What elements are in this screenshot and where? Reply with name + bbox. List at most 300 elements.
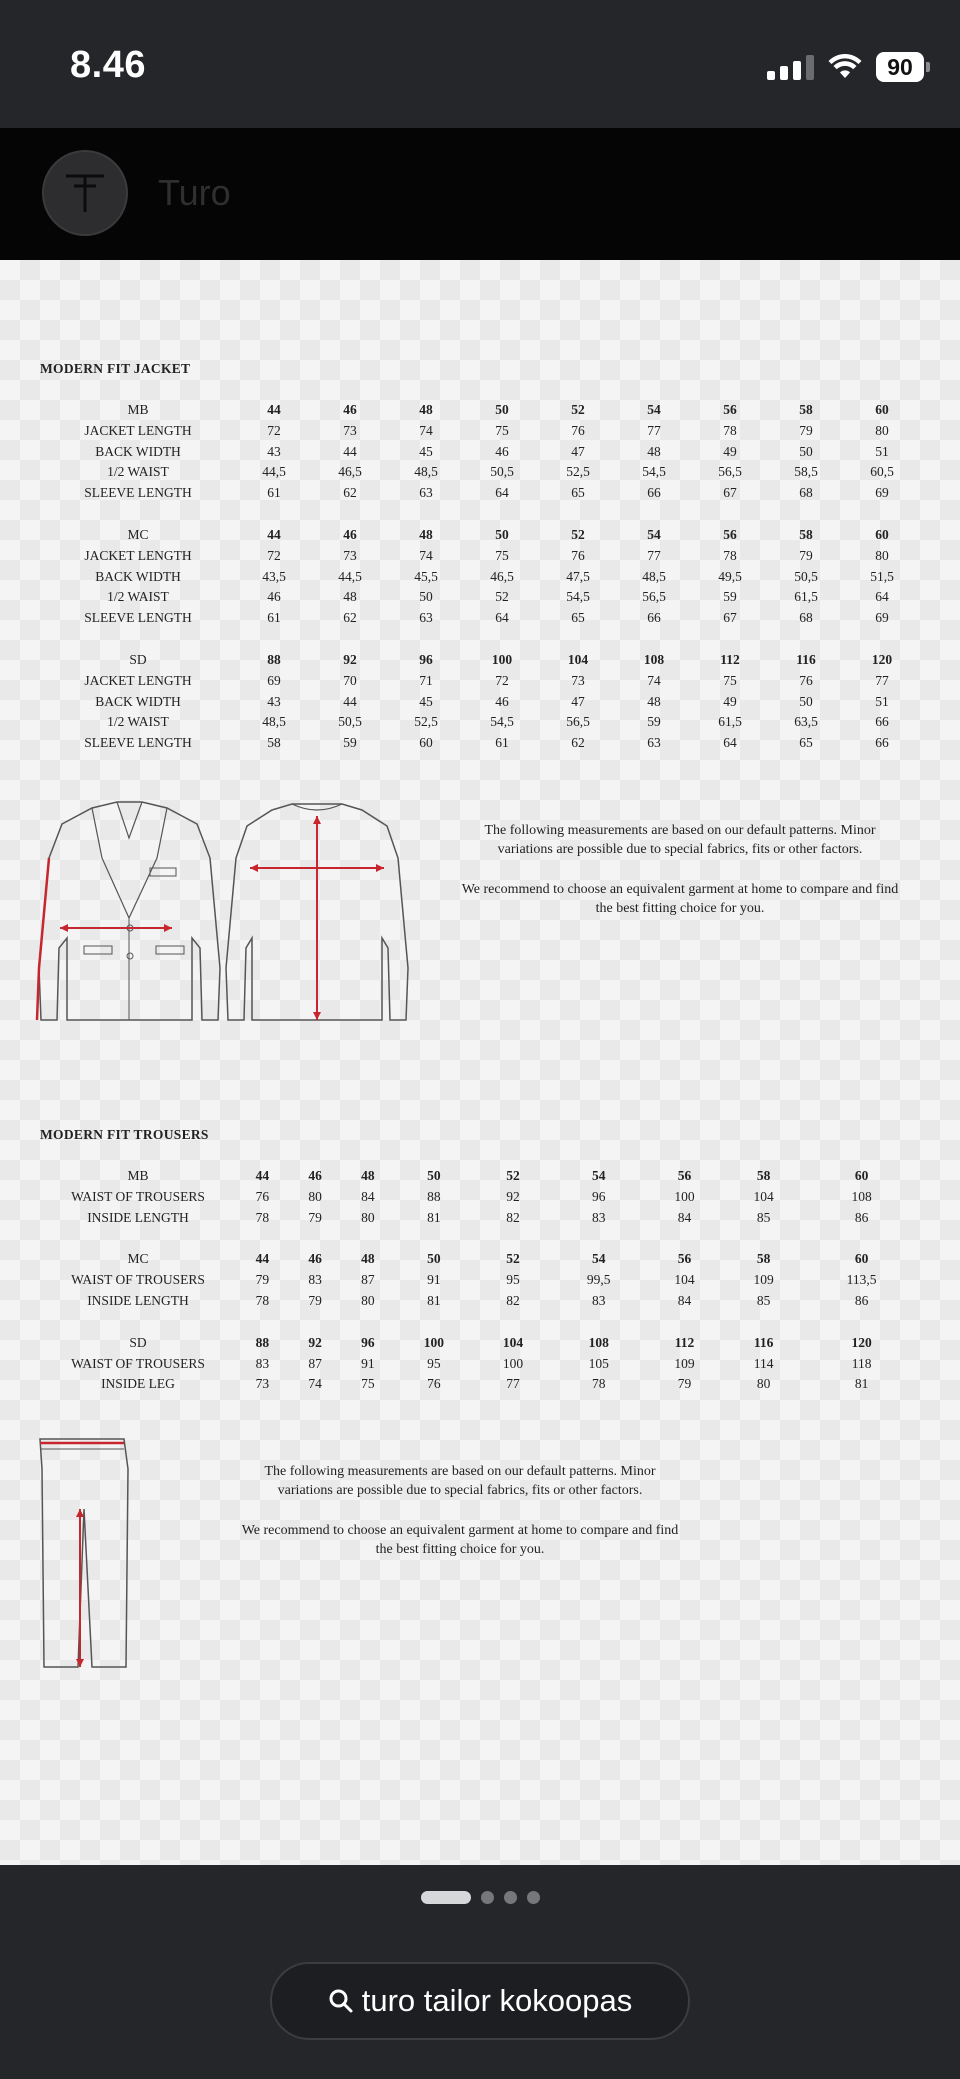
- group-spacer: [40, 629, 920, 650]
- measurement-value: 45: [419, 443, 433, 459]
- measurement-value: 48,5: [262, 714, 286, 730]
- page-dot-3[interactable]: [504, 1891, 517, 1904]
- size-cell: 52: [571, 526, 585, 542]
- measurement-value: 78: [723, 547, 737, 563]
- measurement-value: 84: [677, 1209, 692, 1225]
- measurement-value: 80: [361, 1209, 375, 1225]
- measurement-value: 73: [343, 547, 357, 563]
- size-cell: 50: [495, 402, 509, 417]
- measurement-label: INSIDE LENGTH: [87, 1209, 189, 1225]
- measurement-value: 73: [255, 1376, 270, 1392]
- trousers-note-1: The following measurements are based on our default patterns. Minor variations are possible due to special fabrics, fits or other factors.: [264, 1464, 656, 1498]
- measurement-value: 78: [255, 1292, 270, 1308]
- measurement-value: 51: [875, 443, 889, 459]
- size-cell: 50: [427, 1251, 441, 1267]
- measurement-value: 114: [753, 1355, 774, 1371]
- size-cell: 92: [343, 651, 357, 667]
- size-cell: 48: [419, 526, 433, 542]
- size-cell: 108: [588, 1334, 609, 1350]
- jacket-note-1: The following measurements are based on our default patterns. Minor variations are possible due to special fabrics, fits or other factors.: [484, 823, 876, 857]
- measurement-value: 54,5: [566, 589, 590, 605]
- measurement-value: 83: [308, 1272, 322, 1288]
- page-indicator[interactable]: [0, 1885, 960, 1909]
- jacket-front-illustration: [32, 798, 227, 1028]
- measurement-value: 48,5: [642, 568, 666, 584]
- measurement-value: 46: [495, 443, 509, 459]
- measurement-value: 58: [267, 735, 281, 751]
- jacket-size-table: [40, 400, 920, 754]
- measurement-value: 76: [799, 672, 813, 688]
- measurement-value: 67: [723, 485, 737, 501]
- measurement-value: 108: [851, 1188, 872, 1204]
- measurement-row: [40, 567, 920, 588]
- measurement-value: 45: [419, 693, 433, 709]
- measurement-value: 81: [854, 1376, 869, 1392]
- measurement-value: 59: [343, 735, 357, 751]
- measurement-value: 66: [647, 610, 661, 626]
- measurement-value: 61: [267, 485, 281, 501]
- size-cell: 116: [796, 651, 816, 667]
- measurement-value: 66: [875, 714, 889, 730]
- size-cell: 44: [255, 1168, 270, 1183]
- measurement-value: 109: [674, 1355, 695, 1371]
- measurement-value: 84: [361, 1188, 375, 1204]
- measurement-value: 50,5: [794, 568, 818, 584]
- measurement-value: 67: [723, 610, 737, 626]
- size-header-row: [40, 525, 920, 546]
- measurement-value: 82: [506, 1209, 520, 1225]
- size-cell: 58: [756, 1251, 771, 1267]
- measurement-value: 49: [723, 693, 737, 709]
- measurement-value: 79: [799, 547, 813, 563]
- search-icon: [328, 1988, 354, 2014]
- measurement-value: 46,5: [338, 464, 362, 480]
- measurement-value: 76: [427, 1376, 441, 1392]
- measurement-label: 1/2 WAIST: [107, 714, 169, 730]
- fit-label: SD: [129, 651, 147, 667]
- measurement-value: 87: [361, 1272, 375, 1288]
- search-query-button[interactable]: [270, 1962, 690, 2040]
- wifi-icon: [828, 54, 862, 80]
- measurement-value: 78: [255, 1209, 270, 1225]
- measurement-value: 64: [495, 485, 509, 501]
- app-logo[interactable]: [42, 150, 128, 236]
- measurement-value: 80: [875, 422, 889, 438]
- size-cell: 88: [255, 1334, 270, 1350]
- measurement-value: 62: [571, 735, 585, 751]
- measurement-value: 64: [723, 735, 737, 751]
- measurement-value: 85: [756, 1209, 771, 1225]
- measurement-value: 72: [495, 672, 509, 688]
- measurement-value: 69: [875, 610, 889, 626]
- trousers-size-table: [40, 1166, 920, 1395]
- jacket-note-2: We recommend to choose an equivalent garment at home to compare and find the best fitting choice for you.: [461, 882, 899, 916]
- trousers-note-2: We recommend to choose an equivalent garment at home to compare and find the best fitting choice for you.: [241, 1523, 679, 1557]
- measurement-label: INSIDE LENGTH: [87, 1292, 189, 1308]
- measurement-value: 81: [427, 1209, 441, 1225]
- measurement-value: 99,5: [586, 1272, 611, 1288]
- measurement-value: 61: [267, 610, 281, 626]
- size-header-row: [40, 400, 920, 421]
- measurement-value: 79: [308, 1209, 322, 1225]
- measurement-value: 51: [875, 693, 889, 709]
- group-spacer: [40, 504, 920, 525]
- measurement-value: 73: [571, 672, 585, 688]
- measurement-row: [40, 608, 920, 629]
- measurement-value: 44: [343, 693, 357, 709]
- measurement-row: [40, 587, 920, 608]
- size-cell: 112: [720, 651, 740, 667]
- measurement-value: 66: [875, 735, 889, 751]
- measurement-value: 58,5: [794, 464, 818, 480]
- measurement-value: 84: [677, 1292, 692, 1308]
- measurement-value: 59: [723, 589, 737, 605]
- measurement-value: 79: [308, 1292, 322, 1308]
- measurement-row: [40, 1270, 920, 1291]
- measurement-value: 74: [647, 672, 661, 688]
- app-name[interactable]: Turo: [158, 172, 231, 213]
- measurement-value: 75: [495, 547, 509, 563]
- measurement-value: 100: [502, 1355, 524, 1371]
- page-dot-4[interactable]: [527, 1891, 540, 1904]
- size-header-row: [40, 1166, 920, 1187]
- size-cell: 56: [677, 1168, 692, 1183]
- page-dot-2[interactable]: [481, 1891, 494, 1904]
- search-query-text: turo tailor kokoopas: [361, 1983, 633, 2018]
- measurement-value: 77: [875, 672, 889, 688]
- measurement-value: 91: [427, 1272, 441, 1288]
- size-cell: 120: [851, 1334, 872, 1350]
- measurement-value: 77: [506, 1376, 520, 1392]
- trousers-note: [240, 1462, 680, 1580]
- measurement-label: SLEEVE LENGTH: [84, 735, 192, 751]
- size-cell: 48: [361, 1168, 375, 1183]
- measurement-value: 92: [506, 1188, 520, 1204]
- measurement-value: 46: [267, 589, 281, 605]
- size-header-row: [40, 1249, 920, 1270]
- measurement-value: 61,5: [794, 589, 818, 605]
- measurement-value: 51,5: [870, 568, 894, 584]
- size-cell: 96: [361, 1334, 375, 1350]
- measurement-value: 83: [255, 1355, 270, 1371]
- measurement-value: 91: [361, 1355, 375, 1371]
- measurement-value: 48: [647, 693, 661, 709]
- measurement-value: 77: [647, 422, 661, 438]
- size-cell: 96: [419, 651, 433, 667]
- size-cell: 44: [267, 526, 281, 542]
- measurement-label: JACKET LENGTH: [84, 547, 192, 563]
- fit-label: MC: [127, 1251, 149, 1267]
- measurement-value: 74: [308, 1376, 322, 1392]
- measurement-row: [40, 671, 920, 692]
- measurement-value: 96: [591, 1188, 606, 1204]
- size-cell: 56: [677, 1251, 692, 1267]
- size-cell: 112: [674, 1334, 695, 1350]
- size-cell: 54: [591, 1168, 606, 1183]
- measurement-value: 48,5: [414, 464, 438, 480]
- measurement-value: 47: [571, 443, 585, 459]
- measurement-value: 79: [799, 422, 813, 438]
- measurement-value: 64: [875, 589, 889, 605]
- measurement-value: 65: [799, 735, 813, 751]
- size-cell: 50: [427, 1168, 441, 1183]
- measurement-row: [40, 733, 920, 754]
- measurement-value: 65: [571, 610, 585, 626]
- size-cell: 100: [491, 651, 513, 667]
- measurement-value: 59: [647, 714, 661, 730]
- measurement-row: [40, 712, 920, 733]
- measurement-label: JACKET LENGTH: [84, 672, 192, 688]
- measurement-label: JACKET LENGTH: [84, 422, 192, 438]
- cellular-signal-icon: [767, 54, 814, 80]
- measurement-value: 76: [255, 1188, 270, 1204]
- measurement-value: 49: [723, 443, 737, 459]
- measurement-value: 109: [753, 1272, 774, 1288]
- measurement-value: 63: [419, 485, 433, 501]
- size-cell: 120: [871, 651, 893, 667]
- measurement-value: 44,5: [262, 464, 286, 480]
- status-icons: [767, 52, 930, 82]
- trousers-illustration: [36, 1435, 136, 1675]
- group-spacer: [40, 1228, 920, 1249]
- status-time: 8.46: [70, 44, 146, 86]
- measurement-value: 77: [647, 547, 661, 563]
- measurement-value: 48: [647, 443, 661, 459]
- measurement-value: 64: [495, 610, 509, 626]
- measurement-value: 56,5: [718, 464, 742, 480]
- measurement-row: [40, 462, 920, 483]
- measurement-value: 66: [647, 485, 661, 501]
- measurement-value: 75: [723, 672, 737, 688]
- size-cell: 54: [647, 402, 661, 417]
- size-cell: 92: [308, 1334, 322, 1350]
- size-cell: 108: [643, 651, 665, 667]
- size-cell: 50: [495, 526, 509, 542]
- jacket-back-illustration: [222, 798, 412, 1028]
- trousers-section-title: MODERN FIT TROUSERS: [40, 1127, 209, 1142]
- measurement-value: 75: [495, 422, 509, 438]
- size-cell: 56: [723, 526, 737, 542]
- size-cell: 52: [571, 402, 585, 417]
- jacket-section-title: MODERN FIT JACKET: [40, 361, 191, 376]
- measurement-row: [40, 1291, 920, 1312]
- measurement-value: 47: [571, 693, 585, 709]
- measurement-label: SLEEVE LENGTH: [84, 485, 192, 501]
- measurement-value: 62: [343, 485, 357, 501]
- measurement-value: 83: [591, 1209, 606, 1225]
- battery-level: 90: [876, 52, 924, 82]
- measurement-row: [40, 421, 920, 442]
- size-cell: 54: [591, 1251, 606, 1267]
- measurement-value: 69: [267, 672, 281, 688]
- fit-label: MB: [127, 1168, 149, 1183]
- measurement-label: 1/2 WAIST: [107, 464, 169, 480]
- measurement-value: 52: [495, 589, 509, 605]
- measurement-value: 104: [674, 1272, 695, 1288]
- measurement-value: 72: [267, 547, 281, 563]
- size-cell: 44: [267, 402, 281, 417]
- size-cell: 46: [343, 402, 357, 417]
- page-dot-1[interactable]: [421, 1891, 471, 1904]
- measurement-value: 71: [419, 672, 433, 688]
- measurement-value: 79: [255, 1272, 270, 1288]
- measurement-value: 80: [308, 1188, 322, 1204]
- measurement-row: [40, 442, 920, 463]
- measurement-value: 61: [495, 735, 509, 751]
- measurement-value: 54,5: [642, 464, 666, 480]
- size-cell: 116: [753, 1334, 774, 1350]
- measurement-row: [40, 1374, 920, 1395]
- measurement-value: 52,5: [566, 464, 590, 480]
- measurement-value: 113,5: [846, 1272, 877, 1288]
- measurement-value: 65: [571, 485, 585, 501]
- measurement-value: 88: [427, 1188, 441, 1204]
- size-cell: 46: [343, 526, 357, 542]
- size-cell: 104: [567, 651, 589, 667]
- measurement-label: WAIST OF TROUSERS: [71, 1272, 205, 1288]
- measurement-label: INSIDE LEG: [101, 1376, 175, 1392]
- measurement-label: BACK WIDTH: [95, 568, 181, 584]
- measurement-label: 1/2 WAIST: [107, 589, 169, 605]
- size-cell: 60: [854, 1251, 869, 1267]
- measurement-value: 80: [875, 547, 889, 563]
- size-chart-image[interactable]: [0, 260, 960, 1865]
- measurement-value: 100: [674, 1188, 695, 1204]
- measurement-value: 45,5: [414, 568, 438, 584]
- measurement-value: 85: [756, 1292, 771, 1308]
- measurement-value: 87: [308, 1355, 322, 1371]
- size-cell: 52: [506, 1168, 520, 1183]
- group-spacer: [40, 1312, 920, 1333]
- app-header: [0, 128, 960, 260]
- measurement-value: 52,5: [414, 714, 438, 730]
- measurement-value: 95: [506, 1272, 520, 1288]
- measurement-value: 46: [495, 693, 509, 709]
- measurement-row: [40, 483, 920, 504]
- measurement-value: 44,5: [338, 568, 362, 584]
- size-cell: 46: [308, 1251, 322, 1267]
- size-cell: 46: [308, 1168, 322, 1183]
- size-cell: 48: [419, 402, 433, 417]
- measurement-value: 50,5: [338, 714, 362, 730]
- measurement-value: 44: [343, 443, 357, 459]
- jacket-note: [460, 821, 900, 939]
- measurement-value: 80: [756, 1376, 771, 1392]
- measurement-value: 63,5: [794, 714, 818, 730]
- measurement-label: SLEEVE LENGTH: [84, 610, 192, 626]
- measurement-label: BACK WIDTH: [95, 693, 181, 709]
- size-cell: 58: [799, 526, 813, 542]
- size-cell: 60: [854, 1168, 869, 1183]
- measurement-value: 47,5: [566, 568, 590, 584]
- measurement-label: WAIST OF TROUSERS: [71, 1355, 205, 1371]
- measurement-value: 76: [571, 547, 585, 563]
- measurement-value: 60,5: [870, 464, 894, 480]
- measurement-value: 104: [753, 1188, 774, 1204]
- status-bar: [0, 0, 960, 128]
- measurement-value: 74: [419, 547, 433, 563]
- measurement-value: 78: [591, 1376, 606, 1392]
- measurement-value: 83: [591, 1292, 606, 1308]
- measurement-value: 50: [419, 589, 433, 605]
- fit-label: SD: [129, 1334, 147, 1350]
- battery-icon: [876, 52, 930, 82]
- measurement-value: 60: [419, 735, 433, 751]
- measurement-value: 56,5: [642, 589, 666, 605]
- size-header-row: [40, 650, 920, 671]
- size-cell: 60: [875, 402, 889, 417]
- measurement-value: 48: [343, 589, 357, 605]
- measurement-value: 70: [343, 672, 357, 688]
- fit-label: MB: [127, 402, 149, 417]
- measurement-value: 50: [799, 693, 813, 709]
- size-cell: 58: [756, 1168, 771, 1183]
- measurement-value: 46,5: [490, 568, 514, 584]
- size-cell: 56: [723, 402, 737, 417]
- measurement-row: [40, 692, 920, 713]
- size-cell: 104: [502, 1334, 524, 1350]
- measurement-value: 72: [267, 422, 281, 438]
- size-cell: 100: [423, 1334, 444, 1350]
- measurement-value: 43: [267, 693, 281, 709]
- logo-icon: [44, 152, 126, 234]
- measurement-value: 68: [799, 485, 813, 501]
- measurement-value: 50,5: [490, 464, 514, 480]
- measurement-value: 86: [854, 1209, 869, 1225]
- measurement-value: 81: [427, 1292, 441, 1308]
- measurement-value: 56,5: [566, 714, 590, 730]
- measurement-value: 63: [419, 610, 433, 626]
- measurement-value: 43,5: [262, 568, 286, 584]
- measurement-value: 73: [343, 422, 357, 438]
- measurement-value: 86: [854, 1292, 869, 1308]
- measurement-label: BACK WIDTH: [95, 443, 181, 459]
- measurement-value: 54,5: [490, 714, 514, 730]
- measurement-value: 78: [723, 422, 737, 438]
- size-cell: 44: [255, 1251, 270, 1267]
- measurement-row: [40, 546, 920, 567]
- measurement-row: [40, 1208, 920, 1229]
- measurement-value: 82: [506, 1292, 520, 1308]
- size-cell: 52: [506, 1251, 520, 1267]
- measurement-value: 95: [427, 1355, 441, 1371]
- measurement-value: 75: [361, 1376, 375, 1392]
- measurement-row: [40, 1354, 920, 1375]
- measurement-label: WAIST OF TROUSERS: [71, 1188, 205, 1204]
- measurement-value: 63: [647, 735, 661, 751]
- measurement-value: 118: [851, 1355, 872, 1371]
- measurement-value: 76: [571, 422, 585, 438]
- measurement-value: 74: [419, 422, 433, 438]
- size-cell: 60: [875, 526, 889, 542]
- size-cell: 58: [799, 402, 813, 417]
- measurement-value: 79: [677, 1376, 692, 1392]
- measurement-value: 69: [875, 485, 889, 501]
- measurement-value: 50: [799, 443, 813, 459]
- size-cell: 48: [361, 1251, 375, 1267]
- measurement-value: 68: [799, 610, 813, 626]
- measurement-value: 62: [343, 610, 357, 626]
- measurement-value: 43: [267, 443, 281, 459]
- measurement-value: 80: [361, 1292, 375, 1308]
- fit-label: MC: [127, 526, 149, 542]
- measurement-row: [40, 1187, 920, 1208]
- size-cell: 54: [647, 526, 661, 542]
- size-header-row: [40, 1333, 920, 1354]
- size-cell: 88: [267, 651, 281, 667]
- measurement-value: 105: [588, 1355, 609, 1371]
- measurement-value: 61,5: [718, 714, 742, 730]
